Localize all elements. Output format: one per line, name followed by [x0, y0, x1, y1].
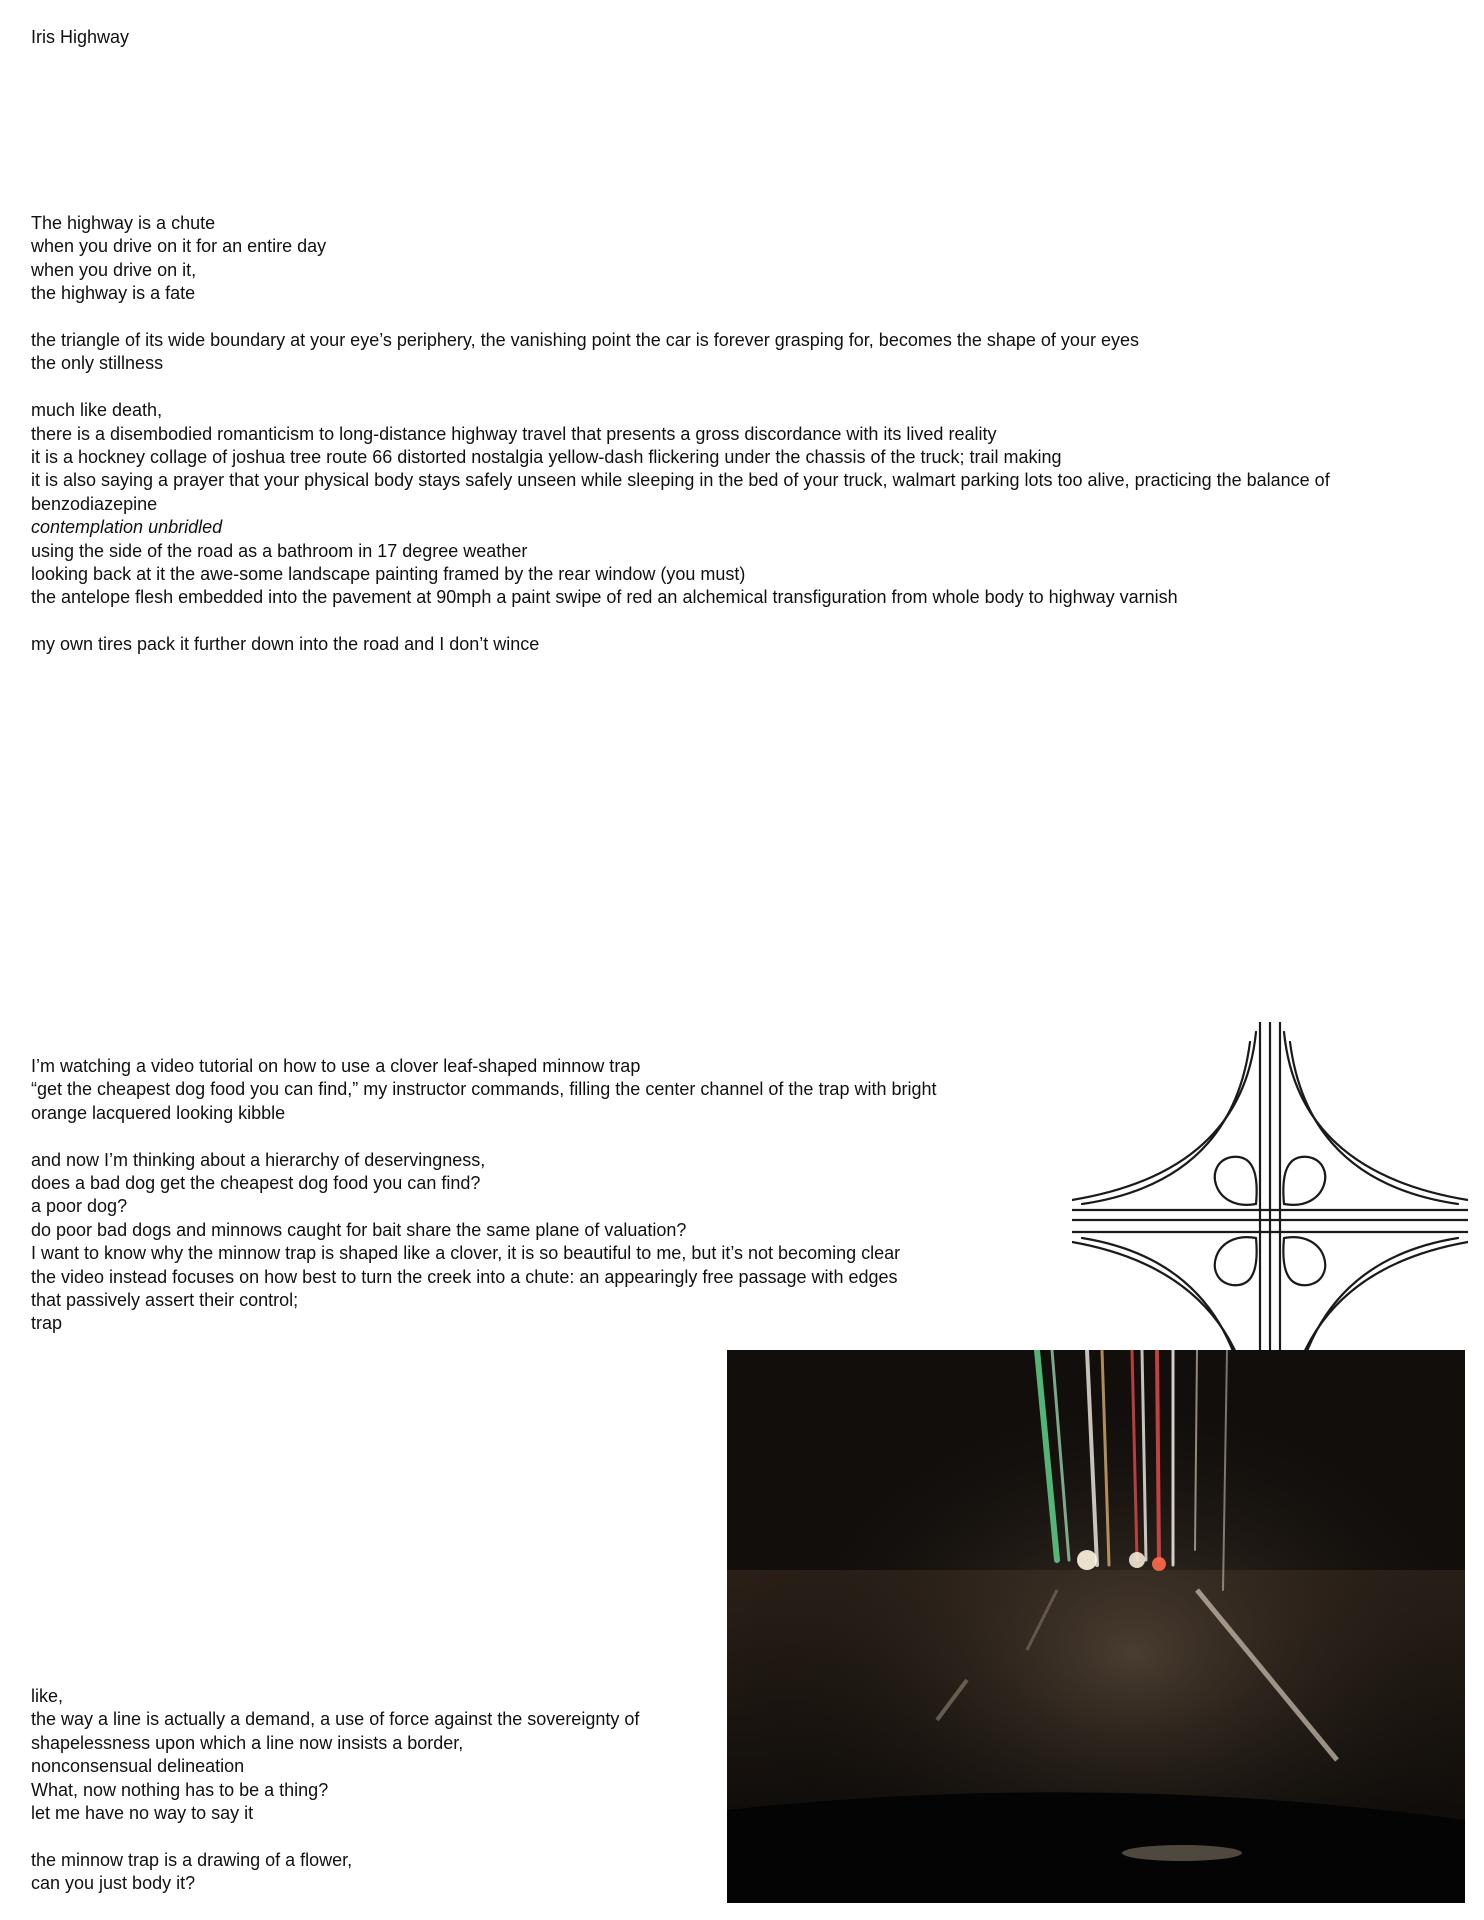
poem-line: let me have no way to say it — [31, 1803, 254, 1823]
poem-line: I’m watching a video tutorial on how to use a clover leaf-shaped minnow trap — [31, 1056, 641, 1076]
night-highway-photo — [727, 1350, 1465, 1903]
poem-line: using the side of the road as a bathroom in 17 degree weather — [31, 540, 528, 561]
poem-title: Iris Highway — [31, 27, 130, 47]
poem-line: when you drive on it for an entire day — [31, 236, 327, 257]
poem-line: shapelessness upon which a line now insists a border, — [31, 1732, 464, 1753]
poem-line: looking back at it the awe-some landscape painting framed by the rear window (you must) — [31, 564, 746, 584]
poem-line: much like death, — [31, 400, 163, 421]
poem-line: it is a hockney collage of joshua tree route 66 distorted nostalgia yellow-dash flickering under the chassis of the truck; trail making — [31, 447, 1062, 467]
poem-line: and now I’m thinking about a hierarchy of deservingness, — [31, 1149, 486, 1170]
poem-line: the only stillness — [31, 353, 164, 374]
poem-line: What, now nothing has to be a thing? — [31, 1779, 329, 1800]
poem-line: does a bad dog get the cheapest dog food you can find? — [31, 1173, 481, 1193]
poem-line: a poor dog? — [31, 1196, 128, 1217]
poem-line: contemplation unbridled — [31, 517, 223, 538]
poem-line: that passively assert their control; — [31, 1290, 299, 1310]
poem-line: the highway is a fate — [31, 283, 196, 304]
poem-line: there is a disembodied romanticism to long-distance highway travel that presents a gross discordance with its lived reality — [31, 423, 997, 444]
poem-line: the minnow trap is a drawing of a flower, — [31, 1849, 353, 1870]
poem-line: benzodiazepine — [31, 493, 158, 514]
poem-line: The highway is a chute — [31, 213, 216, 233]
poem-line: the video instead focuses on how best to turn the creek into a chute: an appearingly free passage with edges — [31, 1266, 898, 1287]
poem-line: the antelope flesh embedded into the pavement at 90mph a paint swipe of red an alchemical transfiguration from whole body to highway varnish — [31, 587, 1178, 608]
poem-line: when you drive on it, — [31, 259, 197, 280]
poem-line: do poor bad dogs and minnows caught for bait share the same plane of valuation? — [31, 1219, 687, 1240]
poem-line: it is also saying a prayer that your physical body stays safely unseen while sleeping in the bed of your truck, walmart parking lots too alive, practicing the balance of — [31, 470, 1330, 491]
poem-line: my own tires pack it further down into the road and I don’t wince — [31, 634, 540, 655]
poem-line: nonconsensual delineation — [31, 1756, 245, 1777]
poem-line: orange lacquered looking kibble — [31, 1102, 286, 1123]
poem-line: I want to know why the minnow trap is shaped like a clover, it is so beautiful to me, but it’s not becoming clear — [31, 1243, 901, 1264]
poem-line: like, — [31, 1686, 64, 1706]
poem-line: the way a line is actually a demand, a use of force against the sovereignty of — [31, 1709, 640, 1730]
poem-line: trap — [31, 1313, 63, 1334]
poem-line: the triangle of its wide boundary at your eye’s periphery, the vanishing point the car is forever grasping for, becomes the shape of your eyes — [31, 330, 1139, 350]
poem-line: can you just body it? — [31, 1873, 196, 1894]
poem-line: “get the cheapest dog food you can find,” my instructor commands, filling the center channel of the trap with bright — [31, 1079, 937, 1100]
